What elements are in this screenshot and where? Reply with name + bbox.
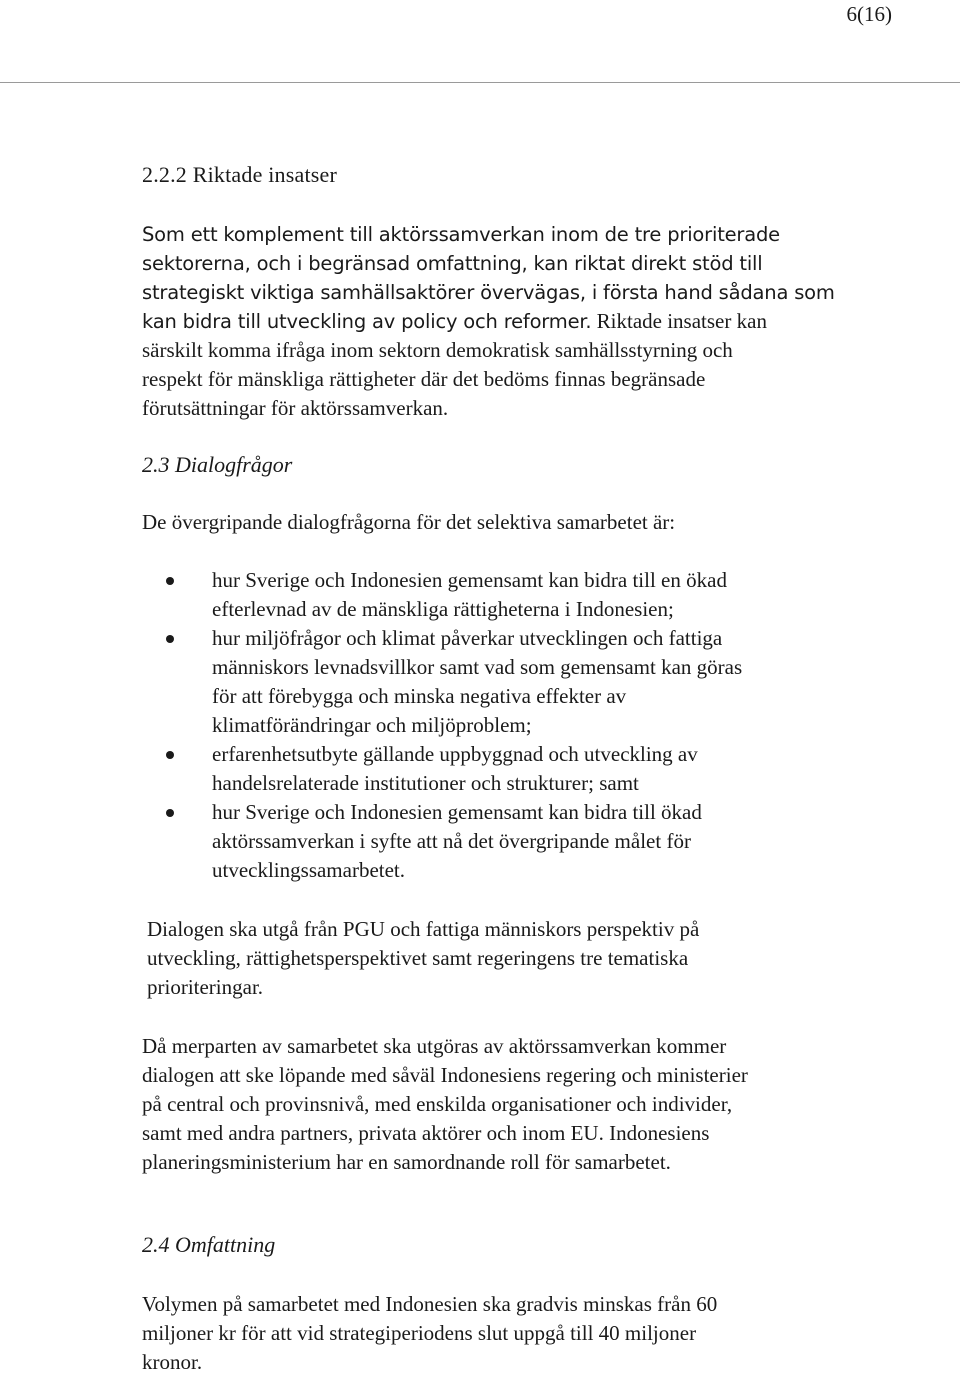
bullet-icon bbox=[166, 635, 174, 643]
section-heading-2-3: 2.3 Dialogfrågor bbox=[142, 452, 293, 477]
text-line: miljoner kr för att vid strategiperiodens slut uppgå till 40 miljoner bbox=[142, 1321, 697, 1345]
text-line: utvecklingssamarbetet. bbox=[212, 858, 406, 882]
paragraph-riktade-insatser bbox=[142, 220, 862, 423]
section-heading-2-4: 2.4 Omfattning bbox=[142, 1232, 276, 1257]
text-line: handelsrelaterade institutioner och strukturer; samt bbox=[212, 771, 639, 795]
text-line: hur miljöfrågor och klimat påverkar utvecklingen och fattiga bbox=[212, 626, 723, 650]
text-line: utveckling, rättighetsperspektivet samt regeringens tre tematiska bbox=[147, 946, 689, 970]
text-line: hur Sverige och Indonesien gemensamt kan bidra till ökad bbox=[212, 800, 702, 824]
bullet-icon bbox=[166, 577, 174, 585]
text-line: erfarenhetsutbyte gällande uppbyggnad och utveckling av bbox=[212, 742, 698, 766]
text-line: klimatförändringar och miljöproblem; bbox=[212, 713, 532, 737]
paragraph-merparten bbox=[142, 1032, 862, 1177]
dialog-bullet-list bbox=[164, 566, 864, 885]
header-divider bbox=[0, 82, 960, 83]
text-line: sektorerna, och i begränsad omfattning, kan riktat direkt stöd till bbox=[142, 252, 763, 275]
text-line: Dialogen ska utgå från PGU och fattiga människors perspektiv på bbox=[147, 917, 700, 941]
list-item bbox=[164, 566, 864, 624]
text-line: på central och provinsnivå, med enskilda organisationer och individer, bbox=[142, 1092, 733, 1116]
text-line: efterlevnad av de mänskliga rättigheterna i Indonesien; bbox=[212, 597, 674, 621]
text-line: prioriteringar. bbox=[147, 975, 264, 999]
section-heading-2-2-2: 2.2.2 Riktade insatser bbox=[142, 162, 338, 187]
page-number: 6(16) bbox=[846, 2, 892, 26]
list-item bbox=[164, 798, 864, 885]
paragraph-dialogen bbox=[147, 915, 867, 1002]
text-line: Som ett komplement till aktörssamverkan inom de tre prioriterade bbox=[142, 223, 780, 246]
text-line: Riktade insatser kan bbox=[591, 309, 767, 333]
text-line: strategiskt viktiga samhällsaktörer övervägas, i första hand sådana som bbox=[142, 281, 835, 304]
list-item bbox=[164, 624, 864, 740]
text-line: kan bidra till utveckling av policy och reformer. bbox=[142, 310, 592, 333]
paragraph-omfattning bbox=[142, 1290, 862, 1377]
text-line: hur Sverige och Indonesien gemensamt kan bidra till en ökad bbox=[212, 568, 727, 592]
dialog-intro: De övergripande dialogfrågorna för det selektiva samarbetet är: bbox=[142, 510, 676, 534]
text-line: för att förebygga och minska negativa effekter av bbox=[212, 684, 627, 708]
text-line: planeringsministerium har en samordnande roll för samarbetet. bbox=[142, 1150, 671, 1174]
text-line: Då merparten av samarbetet ska utgöras av aktörssamverkan kommer bbox=[142, 1034, 727, 1058]
text-line: respekt för mänskliga rättigheter där det bedöms finnas begränsade bbox=[142, 367, 706, 391]
text-line: människors levnadsvillkor samt vad som gemensamt kan göras bbox=[212, 655, 743, 679]
bullet-icon bbox=[166, 751, 174, 759]
text-line: Volymen på samarbetet med Indonesien ska gradvis minskas från 60 bbox=[142, 1292, 718, 1316]
text-line: kronor. bbox=[142, 1350, 203, 1374]
text-line: förutsättningar för aktörssamverkan. bbox=[142, 396, 449, 420]
text-line: särskilt komma ifråga inom sektorn demokratisk samhällsstyrning och bbox=[142, 338, 733, 362]
text-line: aktörssamverkan i syfte att nå det övergripande målet för bbox=[212, 829, 691, 853]
bullet-icon bbox=[166, 809, 174, 817]
text-line: dialogen att ske löpande med såväl Indonesiens regering och ministerier bbox=[142, 1063, 748, 1087]
list-item bbox=[164, 740, 864, 798]
text-line: samt med andra partners, privata aktörer och inom EU. Indonesiens bbox=[142, 1121, 710, 1145]
